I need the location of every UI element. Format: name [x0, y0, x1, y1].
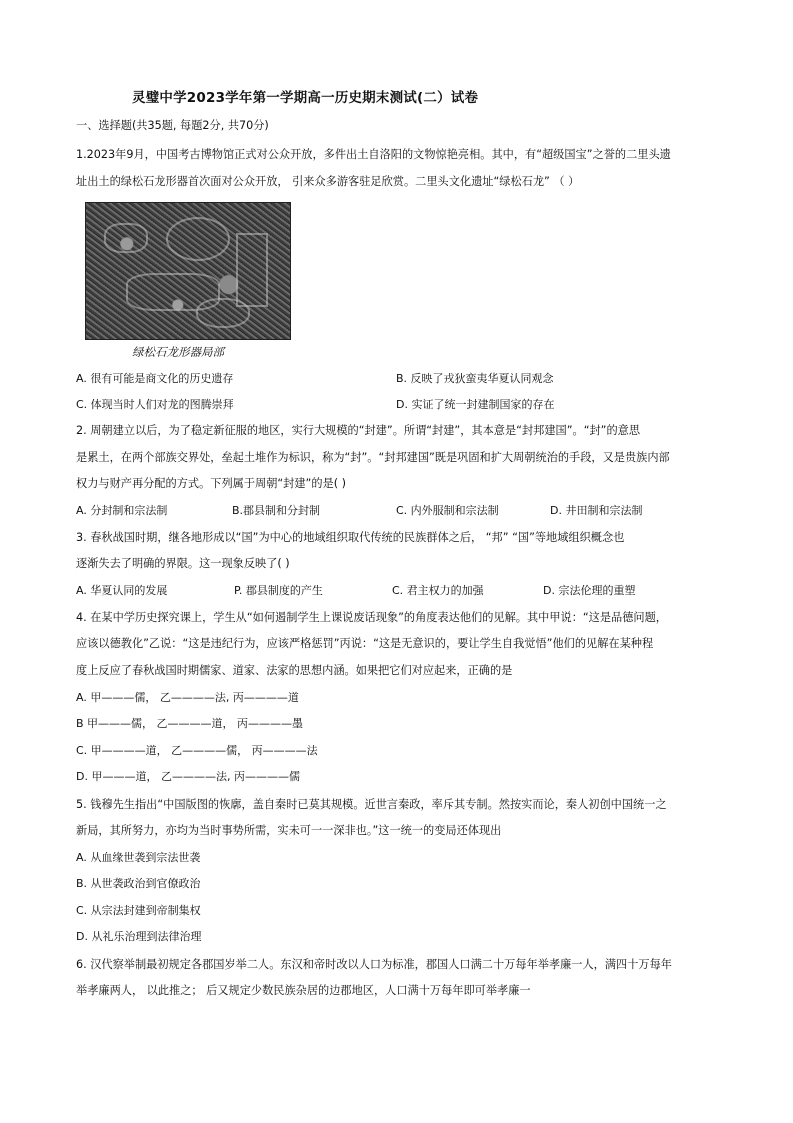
q2-option-b[interactable]: B.郡县制和分封制: [232, 504, 321, 517]
q1-option-c[interactable]: C. 体现当时人们对龙的图腾崇拜: [76, 398, 234, 411]
q4-option-a[interactable]: A. 甲———儒， 乙————法, 丙————道: [76, 691, 299, 704]
q5-option-a[interactable]: A. 从血缘世袭到宗法世袭: [76, 851, 201, 864]
q1-option-a[interactable]: A. 很有可能是商文化的历史遗存: [76, 372, 234, 385]
q2-option-d[interactable]: D. 井田制和宗法制: [550, 504, 643, 517]
q5-option-c[interactable]: C. 从宗法封建到帝制集权: [76, 904, 201, 917]
q1-text-line2: 址出土的绿松石龙形器首次面对公众开放， 引来众多游客驻足欣赏。二里头文化遗址“绿松石龙” （ ）: [76, 175, 580, 188]
q6-text-line2: 举孝廉两人， 以此推之； 后又规定少数民族杂居的边郡地区，人口满十万每年即可举孝廉一: [76, 984, 531, 997]
figure-caption: 绿松石龙形器局部: [132, 345, 224, 359]
q3-option-b[interactable]: P. 郡县制度的产生: [234, 584, 323, 597]
q5-text-line2: 新局，其所努力，亦均为当时事势所需，实未可一一深非也。”这一统一的变局还体现出: [76, 824, 502, 837]
q2-text-line2: 是累土，在两个部族交界处，垒起土堆作为标识，称为“封”。“封邦建国”既是巩固和扩大周朝统治的手段，又是贵族内部: [76, 451, 670, 464]
q5-text-line1: 5. 钱穆先生指出“中国版图的恢廓，盖自秦时已莫其规模。近世言秦政，率斥其专制。然按实而论，秦人初创中国统一之: [76, 798, 667, 811]
exam-title: 灵璧中学2023学年第一学期高一历史期末测试(二）试卷: [132, 90, 479, 106]
q2-text-line3: 权力与财产再分配的方式。下列属于周朝“封建”的是( ): [76, 477, 347, 490]
q6-text-line1: 6. 汉代察举制最初规定各郡国岁举二人。东汉和帝时改以人口为标准，郡国人口满二十万每年举孝廉一人，满四十万每年: [76, 958, 672, 971]
q1-text-line1: 1.2023年9月，中国考古博物馆正式对公众开放，多件出土自洛阳的文物惊艳亮相。其中，有“超级国宝”之誉的二里头遗: [76, 148, 671, 161]
q2-option-a[interactable]: A. 分封制和宗法制: [76, 504, 168, 517]
q4-option-c[interactable]: C. 甲————道， 乙————儒， 丙————法: [76, 744, 318, 757]
q3-option-a[interactable]: A. 华夏认同的发展: [76, 584, 168, 597]
q2-option-c[interactable]: C. 内外服制和宗法制: [396, 504, 499, 517]
q2-text-line1: 2. 周朝建立以后，为了稳定新征服的地区，实行大规模的“封建”。所谓“封建”，其本意是“封邦建国”。“封”的意思: [76, 424, 641, 437]
q3-text-line1: 3. 春秋战国时期，继各地形成以“国”为中心的地域组织取代传统的民族群体之后， “邦” “国”等地域组织概念也: [76, 531, 625, 544]
q4-option-b[interactable]: B 甲———儒， 乙————道， 丙————墨: [76, 717, 304, 730]
q4-text-line2: 应该以德教化”乙说：“这是违纪行为，应该严格惩罚”丙说：“这是无意识的，要让学生自我觉悟”他们的见解在某种程: [76, 637, 654, 650]
q3-option-c[interactable]: C. 君主权力的加强: [392, 584, 484, 597]
q1-option-b[interactable]: B. 反映了戎狄蛮夷华夏认同观念: [396, 372, 554, 385]
q4-text-line1: 4. 在某中学历史探究课上，学生从“如何遏制学生上课说废话现象”的角度表达他们的见解。其中甲说：“这是品德问题，: [76, 611, 667, 624]
section-heading: 一、选择题(共35题, 每题2分, 共70分): [76, 119, 269, 132]
q3-option-d[interactable]: D. 宗法伦理的重塑: [543, 584, 636, 597]
q4-text-line3: 度上反应了春秋战国时期儒家、道家、法家的思想内涵。如果把它们对应起来，正确的是: [76, 664, 513, 677]
q1-option-d[interactable]: D. 实证了统一封建制国家的存在: [396, 398, 555, 411]
q5-option-b[interactable]: B. 从世袭政治到官僚政治: [76, 877, 201, 890]
q5-option-d[interactable]: D. 从礼乐治理到法律治理: [76, 930, 202, 943]
q4-option-d[interactable]: D. 甲———道， 乙————法, 丙————儒: [76, 770, 300, 783]
q3-text-line2: 逐渐失去了明确的界限。这一现象反映了( ): [76, 557, 290, 570]
turquoise-dragon-photo: [85, 202, 291, 340]
